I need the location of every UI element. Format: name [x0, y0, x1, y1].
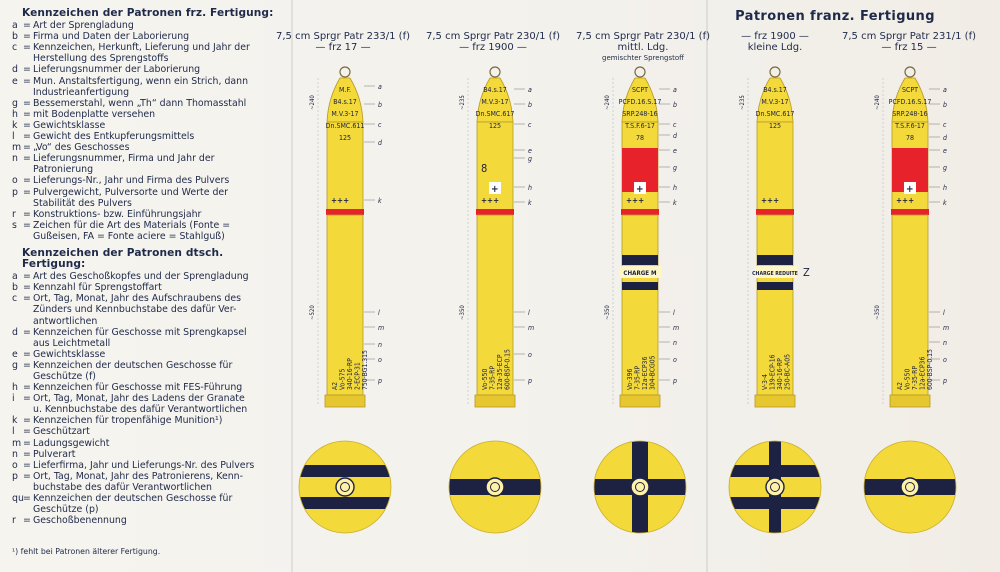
head-marking: M.V.3-17: [331, 110, 359, 118]
head-marking: B4.s.17: [483, 86, 507, 94]
marking-letter: l: [378, 309, 380, 317]
marking-letter: d: [943, 134, 947, 142]
charge-band: [757, 255, 793, 265]
case-marking: 7-35-RP: [633, 365, 642, 390]
legend-text-line: Kennzeichen für tropenfähige Munition¹): [33, 415, 223, 427]
column-header-sub: gemischter Sprengstoff: [602, 54, 684, 62]
legend-key: l: [12, 131, 15, 143]
head-marking: SCPT: [901, 86, 919, 94]
legend-text-line: Stabilität des Pulvers: [33, 197, 132, 209]
legend-key: g: [12, 97, 18, 109]
marking-letter: g: [528, 155, 532, 163]
case-marking: 7-35-RP: [911, 365, 919, 390]
case-marking: 7-35-RP: [488, 365, 497, 390]
legend-equals: =: [23, 208, 31, 220]
head-marking: M.F.: [339, 86, 351, 94]
legend-text-line: u. Kennbuchstabe des dafür Verantwortlichen: [33, 404, 248, 416]
legend-text-line: mit Bodenplatte versehen: [33, 108, 156, 120]
legend-equals: =: [23, 97, 31, 109]
legend-equals: =: [23, 448, 31, 460]
case-marking: Vo-575: [338, 368, 347, 390]
legend-text-line: Ladungsgewicht: [33, 437, 110, 449]
head-marking: SRP.248-16: [622, 110, 658, 118]
legend-key: p: [12, 470, 18, 482]
legend-key: m: [12, 437, 22, 449]
legend-text-line: buchstabe des dafür Verantwortlichen: [33, 481, 212, 493]
marking-letter: k: [378, 197, 382, 205]
legend-text-line: Ort, Tag, Monat, Jahr des Ladens der Granate: [33, 393, 245, 405]
charge-band: [757, 282, 793, 290]
legend-equals: =: [23, 470, 31, 482]
head-marking: B4.s.17: [333, 98, 357, 106]
legend-text-line: Lieferungs-Nr., Jahr und Firma des Pulvers: [33, 175, 230, 187]
legend-text-line: Geschützart: [33, 426, 90, 438]
plus-marks: +++: [626, 196, 645, 205]
legend-text-line: Kennzeichen der deutschen Geschosse für: [33, 359, 233, 371]
charge-band: [622, 282, 658, 290]
marking-letter: b: [943, 101, 947, 109]
marking-letter: l: [673, 309, 675, 317]
legend-key: o: [12, 175, 18, 187]
fuze-ring-icon: [340, 67, 350, 77]
case-marking: 139-ECP-16: [768, 354, 777, 390]
marking-letter: e: [673, 147, 677, 155]
head-marking: 125: [338, 134, 352, 142]
head-marking: PCFD.16.S.17: [618, 98, 662, 106]
primer-icon: [901, 478, 919, 496]
fuze-ring-icon: [490, 67, 500, 77]
legend-text-line: Ort, Tag, Monat, Jahr des Patronierens, Kenn-: [33, 470, 243, 482]
head-marking: B4.s.17: [763, 86, 787, 94]
marking-letter: n: [943, 339, 947, 347]
legend-text-line: Lieferungsnummer der Laborierung: [33, 64, 201, 76]
legend-key: r: [12, 208, 16, 220]
marking-letter: h: [528, 184, 532, 192]
legend-text-line: Mun. Anstaltsfertigung, wenn ein Strich, dann: [33, 75, 249, 87]
head-marking: Dn.SMC.617: [475, 110, 515, 118]
legend-key: k: [12, 119, 18, 131]
driving-band: [891, 209, 929, 215]
marking-letter: p: [943, 377, 947, 385]
case-marking: 600-BSP-0.15: [926, 349, 934, 390]
dimension-label: ~350: [459, 305, 466, 320]
page-title: Patronen franz. Fertigung: [735, 9, 935, 24]
head-marking: SCPT: [631, 86, 649, 94]
case-marking: 12a-ECP36: [918, 356, 927, 390]
marking-letter: a: [943, 86, 947, 94]
marking-letter: l: [943, 309, 945, 317]
marking-letter: m: [528, 324, 535, 332]
legend-key: e: [12, 75, 18, 87]
case-marking: 340-16-RP: [776, 358, 784, 390]
legend-text-line: Herstellung des Sprengstoffs: [33, 53, 169, 65]
case-marking: 2-ECP-31: [353, 362, 362, 390]
column-header-line2: kleine Ldg.: [747, 42, 803, 53]
legend-equals: =: [23, 142, 31, 154]
marking-letter: l: [528, 309, 530, 317]
primer-icon: [336, 478, 354, 496]
legend-equals: =: [23, 459, 31, 471]
legend-text-line: Pulverart: [33, 448, 76, 460]
legend-equals: =: [23, 348, 31, 360]
case-marking: 250-BC-A05: [783, 354, 792, 390]
charge-label: CHARGE REDUITE: [752, 271, 798, 277]
dimension-label: ~235: [739, 95, 746, 110]
column-header-line1: 7,5 cm Sprgr Patr 231/1 (f): [841, 31, 976, 42]
legend-text-line: Kennzeichen für Geschosse mit Sprengkapsel: [33, 326, 247, 338]
marking-letter: a: [528, 86, 532, 94]
fuze-ring-icon: [905, 67, 915, 77]
marking-letter: a: [673, 86, 677, 94]
marking-letter: c: [943, 121, 947, 129]
legend-key: e: [12, 348, 18, 360]
legend-text-line: „Vo“ des Geschosses: [33, 142, 130, 154]
fuze-ring-icon: [770, 67, 780, 77]
marking-letter: k: [528, 199, 532, 207]
head-marking: T.S.F.6-17: [895, 122, 925, 130]
dimension-label: ~240: [874, 95, 881, 110]
primer-icon: [486, 478, 504, 496]
legend-de-heading: Kennzeichen der Patronen dtsch. Fertigung:: [22, 246, 224, 271]
legend-equals: =: [23, 293, 31, 305]
legend-key: d: [12, 64, 18, 76]
legend-equals: =: [23, 153, 31, 165]
case-marking: 750-BG1.315: [361, 350, 369, 390]
legend-text-line: Lieferungsnummer, Firma und Jahr der: [33, 153, 215, 165]
case-marking: A2: [331, 381, 339, 390]
case-marking: Vo-550: [481, 368, 489, 390]
legend-text-line: Kennzeichen für Geschosse mit FES-Führung: [33, 382, 243, 394]
cartridge-round: [729, 67, 821, 533]
driving-band: [476, 209, 514, 215]
marking-letter: p: [673, 377, 677, 385]
marking-letter: o: [528, 351, 532, 359]
head-marking: 78: [635, 134, 645, 142]
head-marking: 125: [488, 122, 502, 130]
legend-text-line: Gewichtsklasse: [33, 119, 106, 131]
head-marking: M.V.3-17: [481, 98, 509, 106]
marking-letter: c: [378, 121, 382, 129]
legend-equals: =: [23, 426, 31, 438]
legend-equals: =: [23, 20, 31, 32]
legend-text-line: Zeichen für die Art des Materials (Fonte =: [33, 219, 231, 231]
legend-equals: =: [23, 393, 31, 405]
charge-label: CHARGE M: [623, 270, 657, 277]
head-marking: Dn.SMC.617: [755, 110, 795, 118]
marking-letter: h: [943, 184, 947, 192]
cartridge-round: [449, 67, 541, 533]
case-marking: 12a-35-ECP: [496, 354, 504, 390]
legend-equals: =: [23, 515, 31, 527]
z-marker: Z: [803, 266, 810, 279]
column-header-line2: mittl. Ldg.: [617, 42, 669, 53]
head-marking: M.V.3-17: [761, 98, 789, 106]
case-marking: 340-16-RP: [346, 358, 354, 390]
disc-stripe: [299, 497, 391, 509]
marking-letter: e: [528, 147, 532, 155]
legend-key: m: [12, 142, 22, 154]
legend-equals: =: [23, 186, 31, 198]
legend-equals: =: [23, 175, 31, 187]
legend-key: qu: [12, 493, 24, 505]
legend-equals: =: [23, 282, 31, 294]
marking-letter: g: [673, 164, 677, 172]
marking-letter: k: [673, 199, 677, 207]
dimension-label: ~235: [459, 95, 466, 110]
plus-marks: +++: [761, 196, 780, 205]
column-header-line1: — frz 1900 —: [741, 31, 809, 42]
legend-text-line: Kennzeichen, Herkunft, Lieferung und Jahr der: [33, 42, 250, 54]
legend-key: a: [12, 20, 18, 32]
legend-text-line: Firma und Daten der Laborierung: [33, 31, 190, 43]
legend-key: s: [12, 219, 17, 231]
legend-equals: =: [23, 64, 31, 76]
cross-icon: +: [491, 184, 499, 195]
marking-letter: b: [528, 101, 532, 109]
legend-equals: =: [23, 359, 31, 371]
column-header-line2: — frz 15 —: [881, 42, 937, 53]
charge-band: [622, 255, 658, 265]
legend-key: h: [12, 108, 18, 120]
legend-key: b: [12, 31, 18, 43]
legend-equals: =: [23, 131, 31, 143]
case-marking: 12a-ECP36: [641, 356, 649, 390]
column-header-line2: — frz 1900 —: [459, 42, 527, 53]
legend-equals: =: [23, 326, 31, 338]
legend-text-line: Patronierung: [33, 164, 94, 176]
marking-letter: b: [378, 101, 382, 109]
marking-letter: o: [673, 356, 677, 364]
legend-equals: =: [23, 108, 31, 120]
head-marking: 125: [768, 122, 782, 130]
legend-text-line: Gußeisen, FA = Fonte aciere = Stahlguß): [33, 230, 225, 242]
legend-text-line: Kennzahl für Sprengstoffart: [33, 282, 162, 294]
legend-text-line: Pulvergewicht, Pulversorte und Werte der: [33, 186, 229, 198]
driving-band: [756, 209, 794, 215]
column-header-line2: — frz 17 —: [315, 42, 371, 53]
legend-text-line: Geschoßbenennung: [33, 515, 127, 527]
legend-key: a: [12, 271, 18, 283]
disc-stripe: [299, 465, 391, 477]
fuze-ring-icon: [635, 67, 645, 77]
legend-equals: =: [23, 75, 31, 87]
legend-key: h: [12, 382, 18, 394]
marking-letter: c: [528, 121, 532, 129]
cross-icon: +: [906, 184, 914, 195]
legend-equals: =: [23, 415, 31, 427]
marking-letter: n: [673, 339, 677, 347]
dimension-label: ~240: [309, 95, 316, 110]
marking-letter: h: [673, 184, 677, 192]
dimension-label: ~350: [874, 305, 881, 320]
legend-equals: =: [23, 382, 31, 394]
plus-marks: +++: [331, 196, 350, 205]
cartridge-base: [620, 395, 660, 407]
legend-text-line: aus Leichtmetall: [33, 337, 111, 349]
dimension-label: ~240: [604, 95, 611, 110]
column-header-line1: 7,5 cm Sprgr Patr 230/1 (f): [425, 31, 560, 42]
marking-letter: g: [943, 164, 947, 172]
legend-key: r: [12, 515, 16, 527]
plus-marks: +++: [481, 196, 500, 205]
marking-letter: e: [943, 147, 947, 155]
legend-text-line: Konstruktions- bzw. Einführungsjahr: [33, 208, 202, 220]
legend-equals: =: [23, 219, 31, 231]
legend-key: c: [12, 42, 18, 54]
head-marking: 78: [905, 134, 915, 142]
marking-letter: d: [378, 139, 382, 147]
legend-text-line: Kennzeichen der deutschen Geschosse für: [33, 493, 233, 505]
case-marking: V-3-4: [761, 374, 769, 390]
marking-letter: m: [943, 324, 950, 332]
column-header-line1: 7,5 cm Sprgr Patr 233/1 (f): [275, 31, 410, 42]
cartridge-base: [890, 395, 930, 407]
legend-equals: =: [23, 31, 31, 43]
legend-equals: =: [23, 42, 31, 54]
case-marking: Vo-550: [903, 368, 912, 390]
case-marking: Vo-396: [626, 368, 634, 390]
legend-text-line: Art des Geschoßkopfes und der Sprengladung: [33, 271, 249, 283]
cartridge-round: [594, 67, 686, 533]
legend-key: o: [12, 459, 18, 471]
marking-letter: p: [378, 377, 382, 385]
plus-marks: +++: [896, 196, 915, 205]
legend-text-line: Art der Sprengladung: [33, 20, 134, 32]
legend-text-line: Industrieanfertigung: [33, 86, 130, 98]
marking-letter: p: [528, 377, 532, 385]
legend-key: p: [12, 186, 18, 198]
marking-letter: b: [673, 101, 677, 109]
head-marking: Dn.SMC.611: [325, 122, 365, 130]
legend-key: l: [12, 426, 15, 438]
case-marking: A2: [896, 381, 904, 390]
marking-letter: d: [673, 132, 677, 140]
column-header-line1: 7,5 cm Sprgr Patr 230/1 (f): [575, 31, 710, 42]
marking-letter: k: [943, 199, 947, 207]
legend-text-line: antwortlichen: [33, 315, 98, 327]
legend-text-line: Bessemerstahl, wenn „Th“ dann Thomasstahl: [33, 97, 247, 109]
legend-text-line: Gewichtsklasse: [33, 348, 106, 360]
legend-key: d: [12, 326, 18, 338]
legend-text-line: Geschütze (f): [33, 371, 96, 382]
legend-key: n: [12, 153, 18, 165]
dimension-label: ~350: [604, 305, 611, 320]
marking-letter: a: [378, 83, 382, 91]
cross-icon: +: [636, 184, 644, 195]
legend-fr-heading: Kennzeichen der Patronen frz. Fertigung:: [22, 7, 274, 19]
case-marking: 600-BSP-0.15: [503, 349, 512, 390]
legend-text-line: Gewicht des Entkupferungsmittels: [33, 131, 195, 143]
marking-letter: c: [673, 121, 677, 129]
head-marking: SRP.248-16: [892, 110, 928, 118]
footnote: ¹) fehlt bei Patronen älterer Fertigung.: [12, 547, 161, 556]
legend-key: n: [12, 448, 18, 460]
legend-equals: =: [23, 119, 31, 131]
marking-letter: m: [378, 324, 385, 332]
legend-text-line: Zünders und Kennbuchstabe des dafür Ver-: [33, 304, 237, 316]
driving-band: [326, 209, 364, 215]
legend-key: k: [12, 415, 18, 427]
head-marking: PCFD.16.S.17: [888, 98, 932, 106]
legend-equals: =: [23, 271, 31, 283]
legend-key: i: [12, 393, 15, 405]
legend-key: c: [12, 293, 18, 305]
cartridge-base: [755, 395, 795, 407]
symbol-mark: 8: [481, 162, 488, 175]
legend-text-line: Geschütze (p): [33, 504, 99, 516]
primer-icon: [766, 478, 784, 496]
legend-text-line: Ort, Tag, Monat, Jahr des Aufschraubens des: [33, 293, 242, 305]
primer-icon: [631, 478, 649, 496]
marking-letter: o: [378, 356, 382, 364]
marking-letter: n: [378, 341, 382, 349]
marking-letter: m: [673, 324, 680, 332]
driving-band: [621, 209, 659, 215]
legend-key: g: [12, 359, 18, 371]
legend-text-line: Lieferfirma, Jahr und Lieferungs-Nr. des Pulvers: [33, 459, 255, 471]
cartridge-round: [864, 67, 956, 533]
legend-equals: =: [23, 437, 31, 449]
head-marking: T.S.F.6-17: [625, 122, 655, 130]
cartridge-base: [475, 395, 515, 407]
legend-key: b: [12, 282, 18, 294]
dimension-label: ~520: [309, 305, 316, 320]
case-marking: 304-BCG05: [648, 355, 657, 390]
cartridge-base: [325, 395, 365, 407]
marking-letter: o: [943, 356, 947, 364]
legend-equals: =: [23, 493, 31, 505]
cartridge-round: [299, 67, 391, 533]
